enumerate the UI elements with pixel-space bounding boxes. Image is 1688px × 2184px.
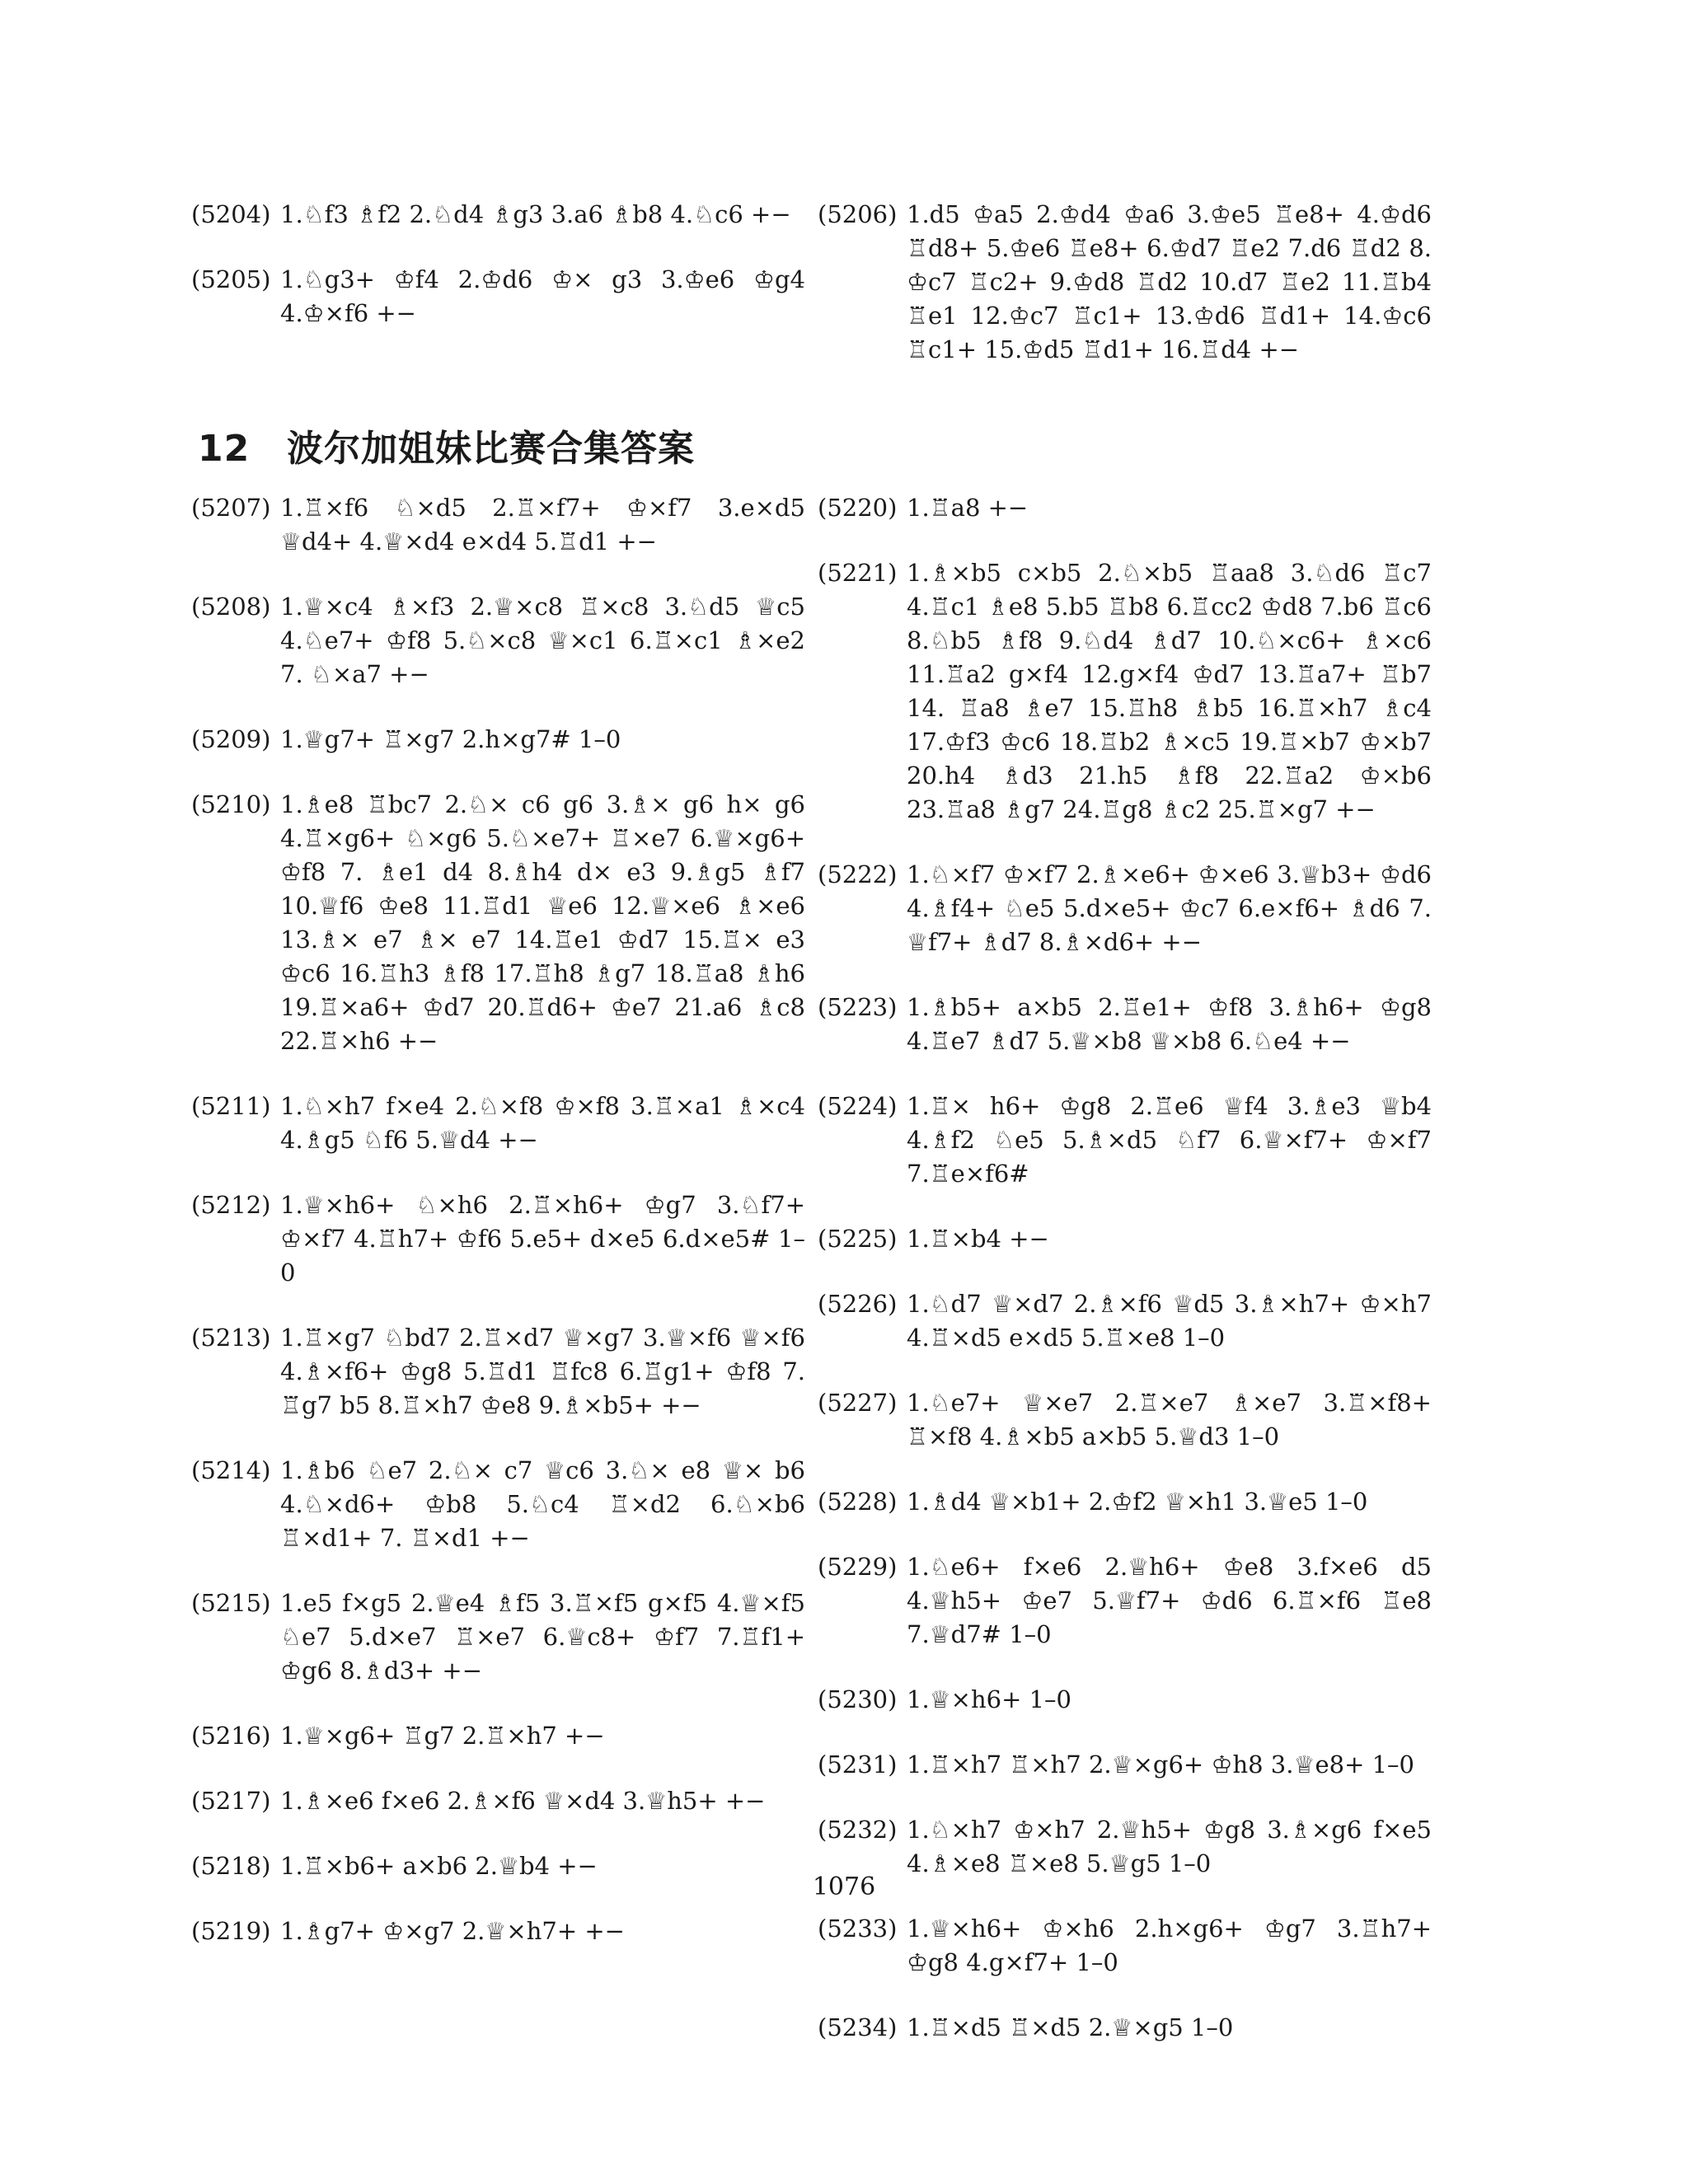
problem-number: (5220) [818,494,898,522]
solution-moves: 1.♗b5+ a×b5 2.♖e1+ ♔f8 3.♗h6+ ♔g8 4.♖e7 ♗d7 5.♕×b8 ♕×b8 6.♘e4 +− [907,993,1432,1055]
solution-entry [191,1188,805,1290]
problem-number: (5211) [191,1092,271,1120]
right-column [818,491,1432,2076]
solution-moves: 1.♗g7+ ♔×g7 2.♕×h7+ +− [280,1917,625,1945]
solution-moves: 1.♘×f7 ♔×f7 2.♗×e6+ ♔×e6 3.♕b3+ ♔d6 4.♗f4+ ♘e5 5.d×e5+ ♔c7 6.e×f6+ ♗d6 7. ♕f7+ ♗d7 8.♗×d6+ +− [907,860,1432,956]
solution-moves: 1.♖×h7 ♖×h7 2.♕×g6+ ♔h8 3.♕e8+ 1–0 [907,1750,1414,1779]
problem-number: (5207) [191,494,271,522]
problem-number: (5217) [191,1787,271,1815]
solution-entry [818,1090,1432,1191]
solution-moves: 1.♕×c4 ♗×f3 2.♕×c8 ♖×c8 3.♘d5 ♕c5 4.♘e7+ ♔f8 5.♘×c8 ♕×c1 6.♖×c1 ♗×e2 7. ♘×a7 +− [280,593,805,688]
solution-entry [191,491,805,559]
problem-number: (5219) [191,1917,271,1945]
section-number: 12 [198,428,251,470]
solution-entry [191,263,805,330]
solution-moves: 1.♖×f6 ♘×d5 2.♖×f7+ ♔×f7 3.e×d5 ♕d4+ 4.♕×d4 e×d4 5.♖d1 +− [280,494,805,555]
solution-moves: 1.♖×d5 ♖×d5 2.♕×g5 1–0 [907,2013,1234,2041]
solution-entry [818,991,1432,1058]
solution-moves: 1.♘e7+ ♕×e7 2.♖×e7 ♗×e7 3.♖×f8+ ♖×f8 4.♗×b5 a×b5 5.♕d3 1–0 [907,1389,1432,1451]
problem-number: (5230) [818,1685,898,1713]
solution-moves: 1.♖×b6+ a×b6 2.♕b4 +− [280,1852,598,1880]
solution-entry [191,1915,805,1948]
solution-moves: 1.♖× h6+ ♔g8 2.♖e6 ♕f4 3.♗e3 ♕b4 4.♗f2 ♘e5 5.♗×d5 ♘f7 6.♕×f7+ ♔×f7 7.♖e×f6# [907,1092,1432,1188]
problem-number: (5231) [818,1750,898,1779]
solution-moves: 1.d5 ♔a5 2.♔d4 ♔a6 3.♔e5 ♖e8+ 4.♔d6 ♖d8+ 5.♔e6 ♖e8+ 6.♔d7 ♖e2 7.d6 ♖d2 8. ♔c7 ♖c2+ 9.♔d8 ♖d2 10.d7 ♖e2 11.♖b4 ♖e1 12.♔c7 ♖c1+ 13.♔d6 ♖d1+ 14.♔c6 ♖c1+ 15.♔d5 ♖d1+ 16.♖d4 +− [907,200,1432,363]
solution-moves: 1.♘×h7 ♔×h7 2.♕h5+ ♔g8 3.♗×g6 f×e5 4.♗×e8 ♖×e8 5.♕g5 1–0 [907,1816,1432,1877]
solution-entry [818,1287,1432,1355]
solution-entry [818,198,1432,367]
solution-moves: 1.♗b6 ♘e7 2.♘× c7 ♕c6 3.♘× e8 ♕× b6 4.♘×d6+ ♔b8 5.♘c4 ♖×d2 6.♘×b6 ♖×d1+ 7. ♖×d1 +− [280,1456,805,1552]
problem-number: (5226) [818,1290,898,1318]
solution-moves: 1.♘g3+ ♔f4 2.♔d6 ♔× g3 3.♔e6 ♔g4 4.♔×f6 +− [280,265,805,327]
solution-moves: 1.e5 f×g5 2.♕e4 ♗f5 3.♖×f5 g×f5 4.♕×f5 ♘e7 5.d×e7 ♖×e7 6.♕c8+ ♔f7 7.♖f1+ ♔g6 8.♗d3+ +− [280,1589,805,1685]
section-heading [198,419,695,471]
problem-number: (5204) [191,200,271,228]
solution-entry [191,1321,805,1422]
problem-number: (5218) [191,1852,271,1880]
solution-moves: 1.♘f3 ♗f2 2.♘d4 ♗g3 3.a6 ♗b8 4.♘c6 +− [280,200,791,228]
solution-moves: 1.♕×h6+ ♔×h6 2.h×g6+ ♔g7 3.♖h7+ ♔g8 4.g×f7+ 1–0 [907,1915,1432,1976]
problem-number: (5221) [818,559,898,587]
solution-moves: 1.♘e6+ f×e6 2.♕h6+ ♔e8 3.f×e6 d5 4.♕h5+ ♔e7 5.♕f7+ ♔d6 6.♖×f6 ♖e8 7.♕d7# 1–0 [907,1553,1432,1648]
problem-number: (5233) [818,1915,898,1943]
solution-entry [191,590,805,691]
solution-moves: 1.♗e8 ♖bc7 2.♘× c6 g6 3.♗× g6 h× g6 4.♖×g6+ ♘×g6 5.♘×e7+ ♖×e7 6.♕×g6+ ♔f8 7. ♗e1 d4 8.♗h4 d× e3 9.♗g5 ♗f7 10.♕f6 ♔e8 11.♖d1 ♕e6 12.♕×e6 ♗×e6 13.♗× e7 ♗× e7 14.♖e1 ♔d7 15.♖× e3 ♔c6 16.♖h3 ♗f8 17.♖h8 ♗g7 18.♖a8 ♗h6 19.♖×a6+ ♔d7 20.♖d6+ ♔e7 21.a6 ♗c8 22.♖×h6 +− [280,790,805,1055]
solution-moves: 1.♗×b5 c×b5 2.♘×b5 ♖aa8 3.♘d6 ♖c7 4.♖c1 ♗e8 5.b5 ♖b8 6.♖cc2 ♔d8 7.b6 ♖c6 8.♘b5 ♗f8 9.♘d4 ♗d7 10.♘×c6+ ♗×c6 11.♖a2 g×f4 12.g×f4 ♔d7 13.♖a7+ ♖b7 14. ♖a8 ♗e7 15.♖h8 ♗b5 16.♖×h7 ♗c4 17.♔f3 ♔c6 18.♖b2 ♗×c5 19.♖×b7 ♔×b7 20.h4 ♗d3 21.h5 ♗f8 22.♖a2 ♔×b6 23.♖a8 ♗g7 24.♖g8 ♗c2 25.♖×g7 +− [907,559,1432,823]
problem-number: (5222) [818,860,898,888]
problem-number: (5215) [191,1589,271,1617]
problem-number: (5232) [818,1816,898,1844]
problem-number: (5216) [191,1722,271,1750]
solution-moves: 1.♘×h7 f×e4 2.♘×f8 ♔×f8 3.♖×a1 ♗×c4 4.♗g5 ♘f6 5.♕d4 +− [280,1092,805,1154]
solution-entry [818,1550,1432,1652]
solution-entry [818,1683,1432,1717]
problem-number: (5213) [191,1324,271,1352]
solution-moves: 1.♖a8 +− [907,494,1029,522]
problem-number: (5225) [818,1225,898,1253]
problem-number: (5227) [818,1389,898,1417]
solution-entry [818,491,1432,525]
problem-number: (5224) [818,1092,898,1120]
top-left-column [191,198,805,362]
solution-moves: 1.♖×g7 ♘bd7 2.♖×d7 ♕×g7 3.♕×f6 ♕×f6 4.♗×f6+ ♔g8 5.♖d1 ♖fc8 6.♖g1+ ♔f8 7. ♖g7 b5 8.♖×h7 ♔e8 9.♗×b5+ +− [280,1324,805,1419]
solution-entry [191,1454,805,1555]
solution-moves: 1.♗d4 ♕×b1+ 2.♔f2 ♕×h1 3.♕e5 1–0 [907,1488,1368,1516]
solution-moves: 1.♘d7 ♕×d7 2.♗×f6 ♕d5 3.♗×h7+ ♔×h7 4.♖×d5 e×d5 5.♖×e8 1–0 [907,1290,1432,1352]
problem-number: (5229) [818,1553,898,1581]
problem-number: (5228) [818,1488,898,1516]
solution-entry [818,2011,1432,2045]
solution-entry [818,1748,1432,1782]
solution-entry [818,1912,1432,1980]
solution-moves: 1.♖×b4 +− [907,1225,1049,1253]
page-number: 1076 [812,1872,876,1901]
solution-entry [191,1719,805,1753]
solution-entry [191,788,805,1058]
solution-entry [818,858,1432,959]
problem-number: (5234) [818,2013,898,2041]
problem-number: (5212) [191,1191,271,1219]
problem-number: (5208) [191,593,271,621]
problem-number: (5223) [818,993,898,1021]
solution-entry [818,1485,1432,1519]
solution-entry [818,556,1432,827]
solution-moves: 1.♕g7+ ♖×g7 2.h×g7# 1–0 [280,725,621,753]
problem-number: (5209) [191,725,271,753]
left-column [191,491,805,1980]
solution-entry [191,1090,805,1157]
solution-moves: 1.♕×g6+ ♖g7 2.♖×h7 +− [280,1722,605,1750]
problem-number: (5206) [818,200,898,228]
solution-entry [818,1386,1432,1454]
solution-moves: 1.♕×h6+ ♘×h6 2.♖×h6+ ♔g7 3.♘f7+ ♔×f7 4.♖h7+ ♔f6 5.e5+ d×e5 6.d×e5# 1–0 [280,1191,805,1286]
problem-number: (5214) [191,1456,271,1484]
top-right-column [818,198,1432,398]
problem-number: (5210) [191,790,271,818]
solution-entry [191,723,805,757]
solution-entry [191,1784,805,1818]
solution-moves: 1.♕×h6+ 1–0 [907,1685,1072,1713]
solution-entry [818,1813,1432,1881]
solution-moves: 1.♗×e6 f×e6 2.♗×f6 ♕×d4 3.♕h5+ +− [280,1787,766,1815]
section-title: 波尔加姐妹比赛合集答案 [287,428,695,470]
problem-number: (5205) [191,265,271,293]
solution-entry [818,1222,1432,1256]
solution-entry [191,198,805,232]
solution-entry [191,1586,805,1688]
